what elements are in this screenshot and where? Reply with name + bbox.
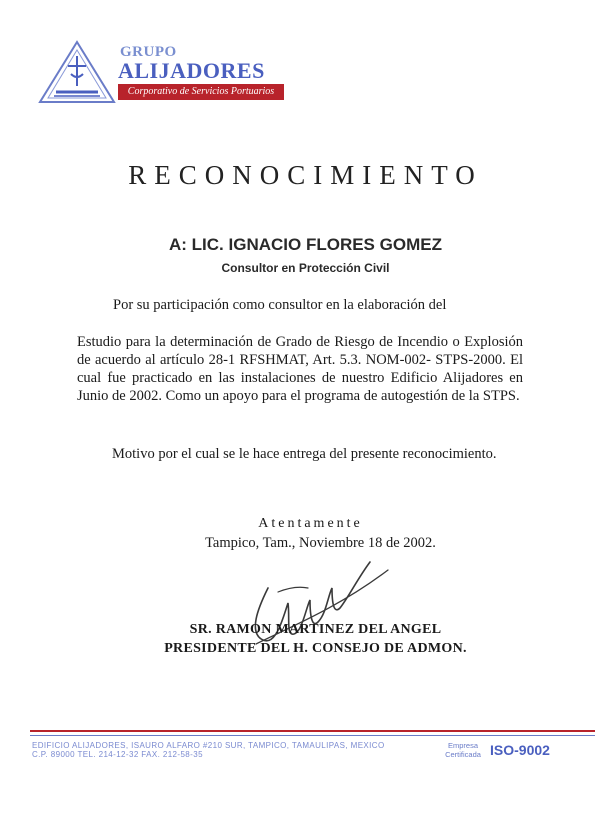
footer-address xyxy=(32,741,392,759)
certification-label xyxy=(438,741,488,759)
address-line-2: C.P. 89000 TEL. 214-12-32 FAX. 212-58-35 xyxy=(32,750,203,759)
brand-tagline: Corporativo de Servicios Portuarios xyxy=(118,84,284,100)
footer-divider-blue xyxy=(30,735,595,736)
recipient-name: A: LIC. IGNACIO FLORES GOMEZ xyxy=(169,235,442,254)
place-date: Tampico, Tam., Noviembre 18 de 2002. xyxy=(205,535,436,551)
cert-line-2: Certificada xyxy=(445,750,481,759)
iso-badge: ISO-9002 xyxy=(490,742,550,758)
brand-top-label: GRUPO xyxy=(120,44,177,60)
triangle-emblem-icon xyxy=(38,40,116,104)
body-paragraph: Estudio para la determinación de Grado de Riesgo de Incendio o Explosión de acuerdo al artículo 28-1 RFSHMAT, Art. 5.3. NOM-002- STPS-2000. El cual fue practicado en las instalaciones de nuestro Edificio Alijadores en Junio de 2002. Como un apoyo para el programa de autogestión de la STPS. xyxy=(77,334,523,404)
intro-paragraph: Por su participación como consultor en la elaboración del xyxy=(113,297,447,313)
brand-name: ALIJADORES xyxy=(118,58,265,83)
company-logo xyxy=(38,40,288,110)
signer-name: SR. RAMON MARTINEZ DEL ANGEL xyxy=(189,622,442,637)
footer-divider-red xyxy=(30,730,595,732)
closing-text: Atentamente xyxy=(258,516,363,531)
cert-line-1: Empresa xyxy=(447,741,478,750)
motivo-paragraph: Motivo por el cual se le hace entrega del presente reconocimiento. xyxy=(112,446,497,462)
address-line-1: EDIFICIO ALIJADORES, ISAURO ALFARO #210 SUR, TAMPICO, TAMAULIPAS, MEXICO xyxy=(32,741,385,750)
recipient-role: Consultor en Protección Civil xyxy=(221,261,390,275)
document-title: RECONOCIMIENTO xyxy=(128,160,483,190)
signer-title: PRESIDENTE DEL H. CONSEJO DE ADMON. xyxy=(164,641,467,656)
